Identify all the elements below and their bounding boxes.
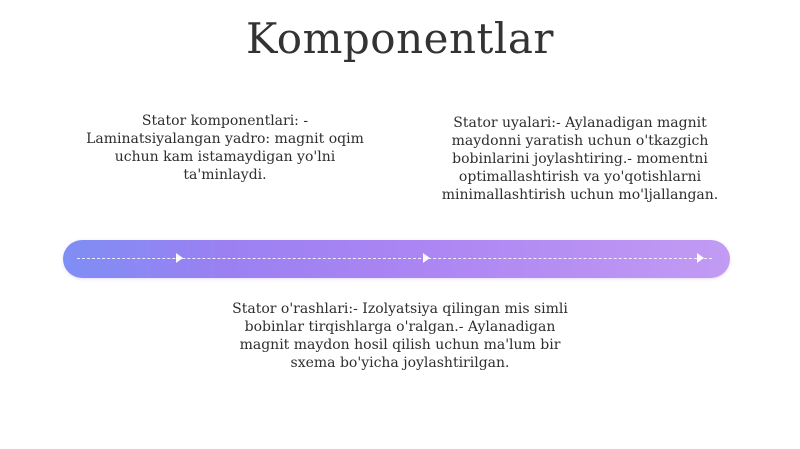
arrow-right-icon xyxy=(697,253,704,263)
text-line: bobinlarini joylashtiring.- momentni xyxy=(452,151,708,167)
text-line: minimallashtirish uchun mo'ljallangan. xyxy=(441,187,719,203)
text-line: sxema bo'yicha joylashtirilgan. xyxy=(290,355,510,371)
text-line: Stator o'rashlari:- Izolyatsiya qilingan mis simli xyxy=(232,301,568,317)
text-line: optimallashtirish va yo'qotishlarni xyxy=(458,169,702,185)
text-line: Laminatsiyalangan yadro: magnit oqim xyxy=(86,131,364,147)
text-line: magnit maydon hosil qilish uchun ma'lum bir xyxy=(239,337,561,353)
text-block-stator-components xyxy=(70,112,380,184)
text-line: bobinlar tirqishlarga o'ralgan.- Aylanadigan xyxy=(244,319,556,335)
arrow-right-icon xyxy=(176,253,183,263)
arrow-right-icon xyxy=(423,253,430,263)
text-line: Stator uyalari:- Aylanadigan magnit xyxy=(453,115,707,131)
timeline-dashed-line xyxy=(77,258,712,259)
timeline-bar xyxy=(63,240,730,278)
text-line: Stator komponentlari: - xyxy=(141,113,309,129)
text-line: ta'minlaydi. xyxy=(183,167,267,183)
text-line: maydonni yaratish uchun o'tkazgich xyxy=(451,133,709,149)
text-block-stator-windings xyxy=(222,300,578,372)
text-block-stator-slots xyxy=(432,114,728,204)
text-line: uchun kam istamaydigan yo'lni xyxy=(114,149,336,165)
slide-title: Komponentlar xyxy=(246,14,554,63)
